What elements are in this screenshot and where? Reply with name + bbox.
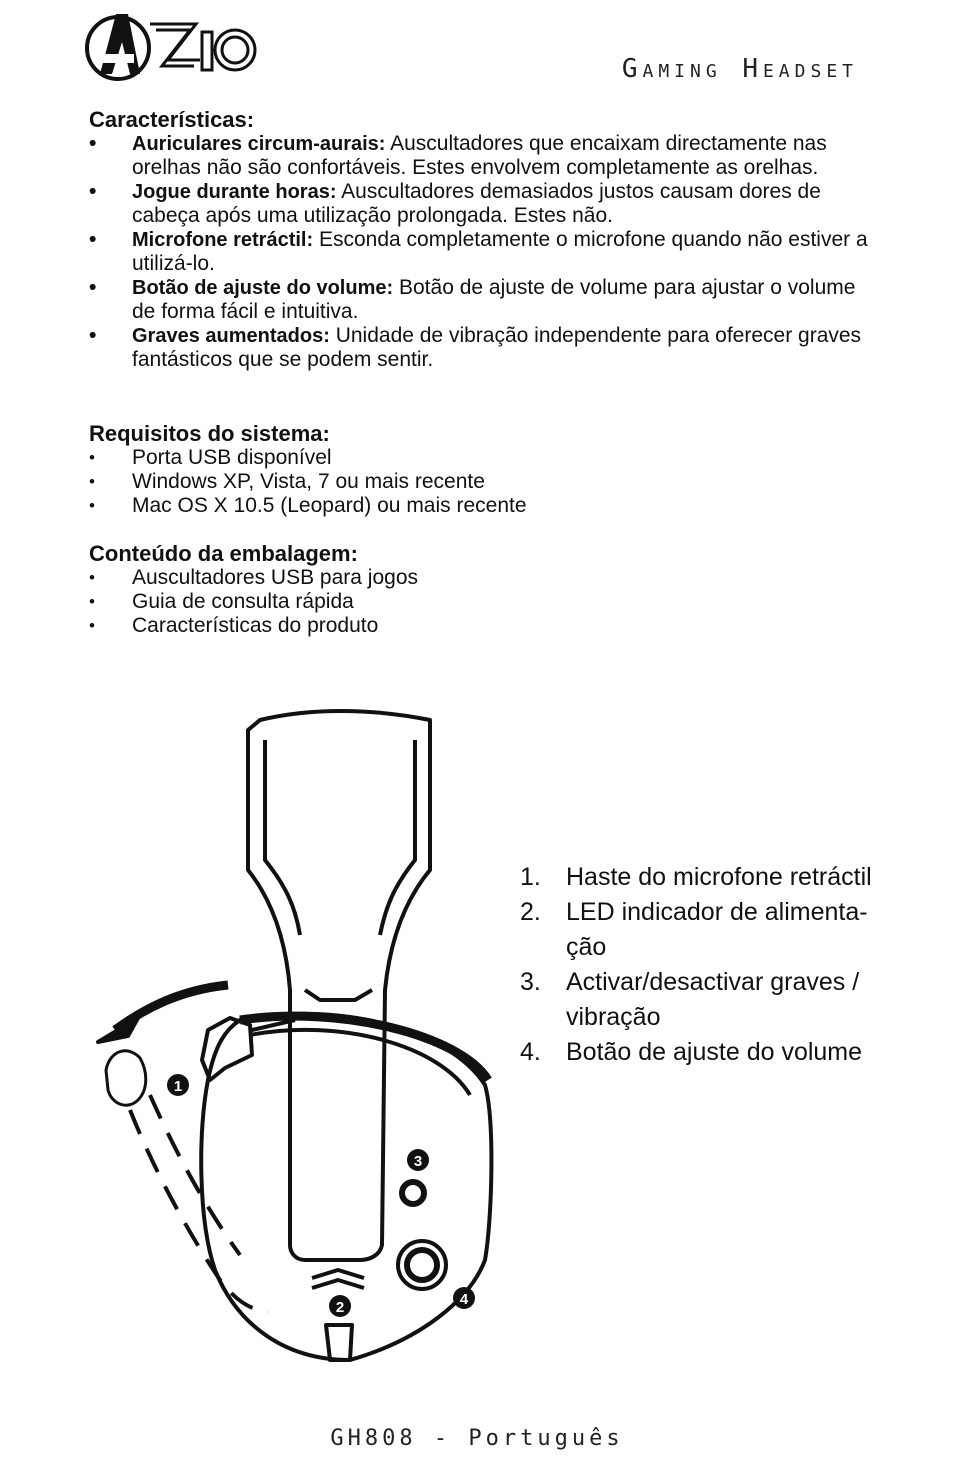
- features-heading: Características:: [89, 107, 255, 132]
- callout-number: 2.: [520, 898, 541, 926]
- callout-number: 3.: [520, 968, 541, 996]
- callout-item: [520, 965, 880, 1035]
- page-footer: GH808 - Português: [330, 1426, 624, 1451]
- azio-logo: [84, 8, 264, 88]
- package-item: • Auscultadores USB para jogos: [89, 566, 869, 590]
- callout-item: [520, 895, 880, 965]
- feature-text: Esconda completamente o microfone quando não estiver a utilizá-lo.: [132, 228, 868, 275]
- feature-label: Auriculares circum-aurais:: [132, 133, 386, 155]
- feature-label: Microfone retráctil:: [132, 229, 314, 251]
- package-section: [89, 542, 869, 638]
- feature-text: Auscultadores demasiados justos causam dores de cabeça após uma utilização prolongada. Estes não.: [132, 180, 821, 227]
- requirement-item: • Windows XP, Vista, 7 ou mais recente: [89, 470, 869, 494]
- requirements-section: [89, 422, 869, 518]
- marker-3: 3: [413, 1153, 423, 1170]
- marker-2: 2: [335, 1299, 345, 1316]
- callout-text: Haste do microfone retráctil: [566, 863, 872, 891]
- callout-text: Botão de ajuste do volume: [566, 1038, 863, 1066]
- marker-1: 1: [173, 1078, 183, 1095]
- package-heading: Conteúdo da embalagem:: [89, 541, 358, 566]
- feature-item: [89, 324, 869, 372]
- callout-number: 4.: [520, 1038, 541, 1066]
- callout-number: 1.: [520, 863, 541, 891]
- package-item: • Características do produto: [89, 614, 869, 638]
- feature-text: Botão de ajuste de volume para ajustar o volume de forma fácil e intuitiva.: [132, 276, 856, 323]
- callout-item: [520, 860, 880, 895]
- feature-item: [89, 180, 869, 228]
- marker-4: 4: [459, 1291, 469, 1308]
- requirement-item: • Mac OS X 10.5 (Leopard) ou mais recente: [89, 494, 869, 518]
- feature-item: [89, 276, 869, 324]
- callout-text: LED indicador de alimenta-ção: [566, 898, 868, 961]
- features-section: [89, 108, 869, 372]
- feature-item: [89, 228, 869, 276]
- feature-text: Unidade de vibração independente para oferecer graves fantásticos que se podem sentir.: [132, 324, 862, 371]
- page-title: Gaming Headset: [621, 54, 858, 84]
- feature-item: [89, 132, 869, 180]
- callout-item: [520, 1035, 880, 1070]
- feature-label: Jogue durante horas:: [132, 181, 337, 203]
- package-item: • Guia de consulta rápida: [89, 590, 869, 614]
- headset-illustration: [90, 700, 510, 1380]
- requirements-heading: Requisitos do sistema:: [89, 421, 330, 446]
- feature-label: Graves aumentados:: [132, 325, 330, 347]
- feature-text: Auscultadores que encaixam directamente nas orelhas não são confortáveis. Estes envolvem completamente as orelhas.: [132, 132, 827, 179]
- callout-list: [520, 860, 880, 1070]
- feature-label: Botão de ajuste do volume:: [132, 277, 394, 299]
- callout-text: Activar/desactivar graves / vibração: [566, 968, 860, 1031]
- requirement-item: • Porta USB disponível: [89, 446, 869, 470]
